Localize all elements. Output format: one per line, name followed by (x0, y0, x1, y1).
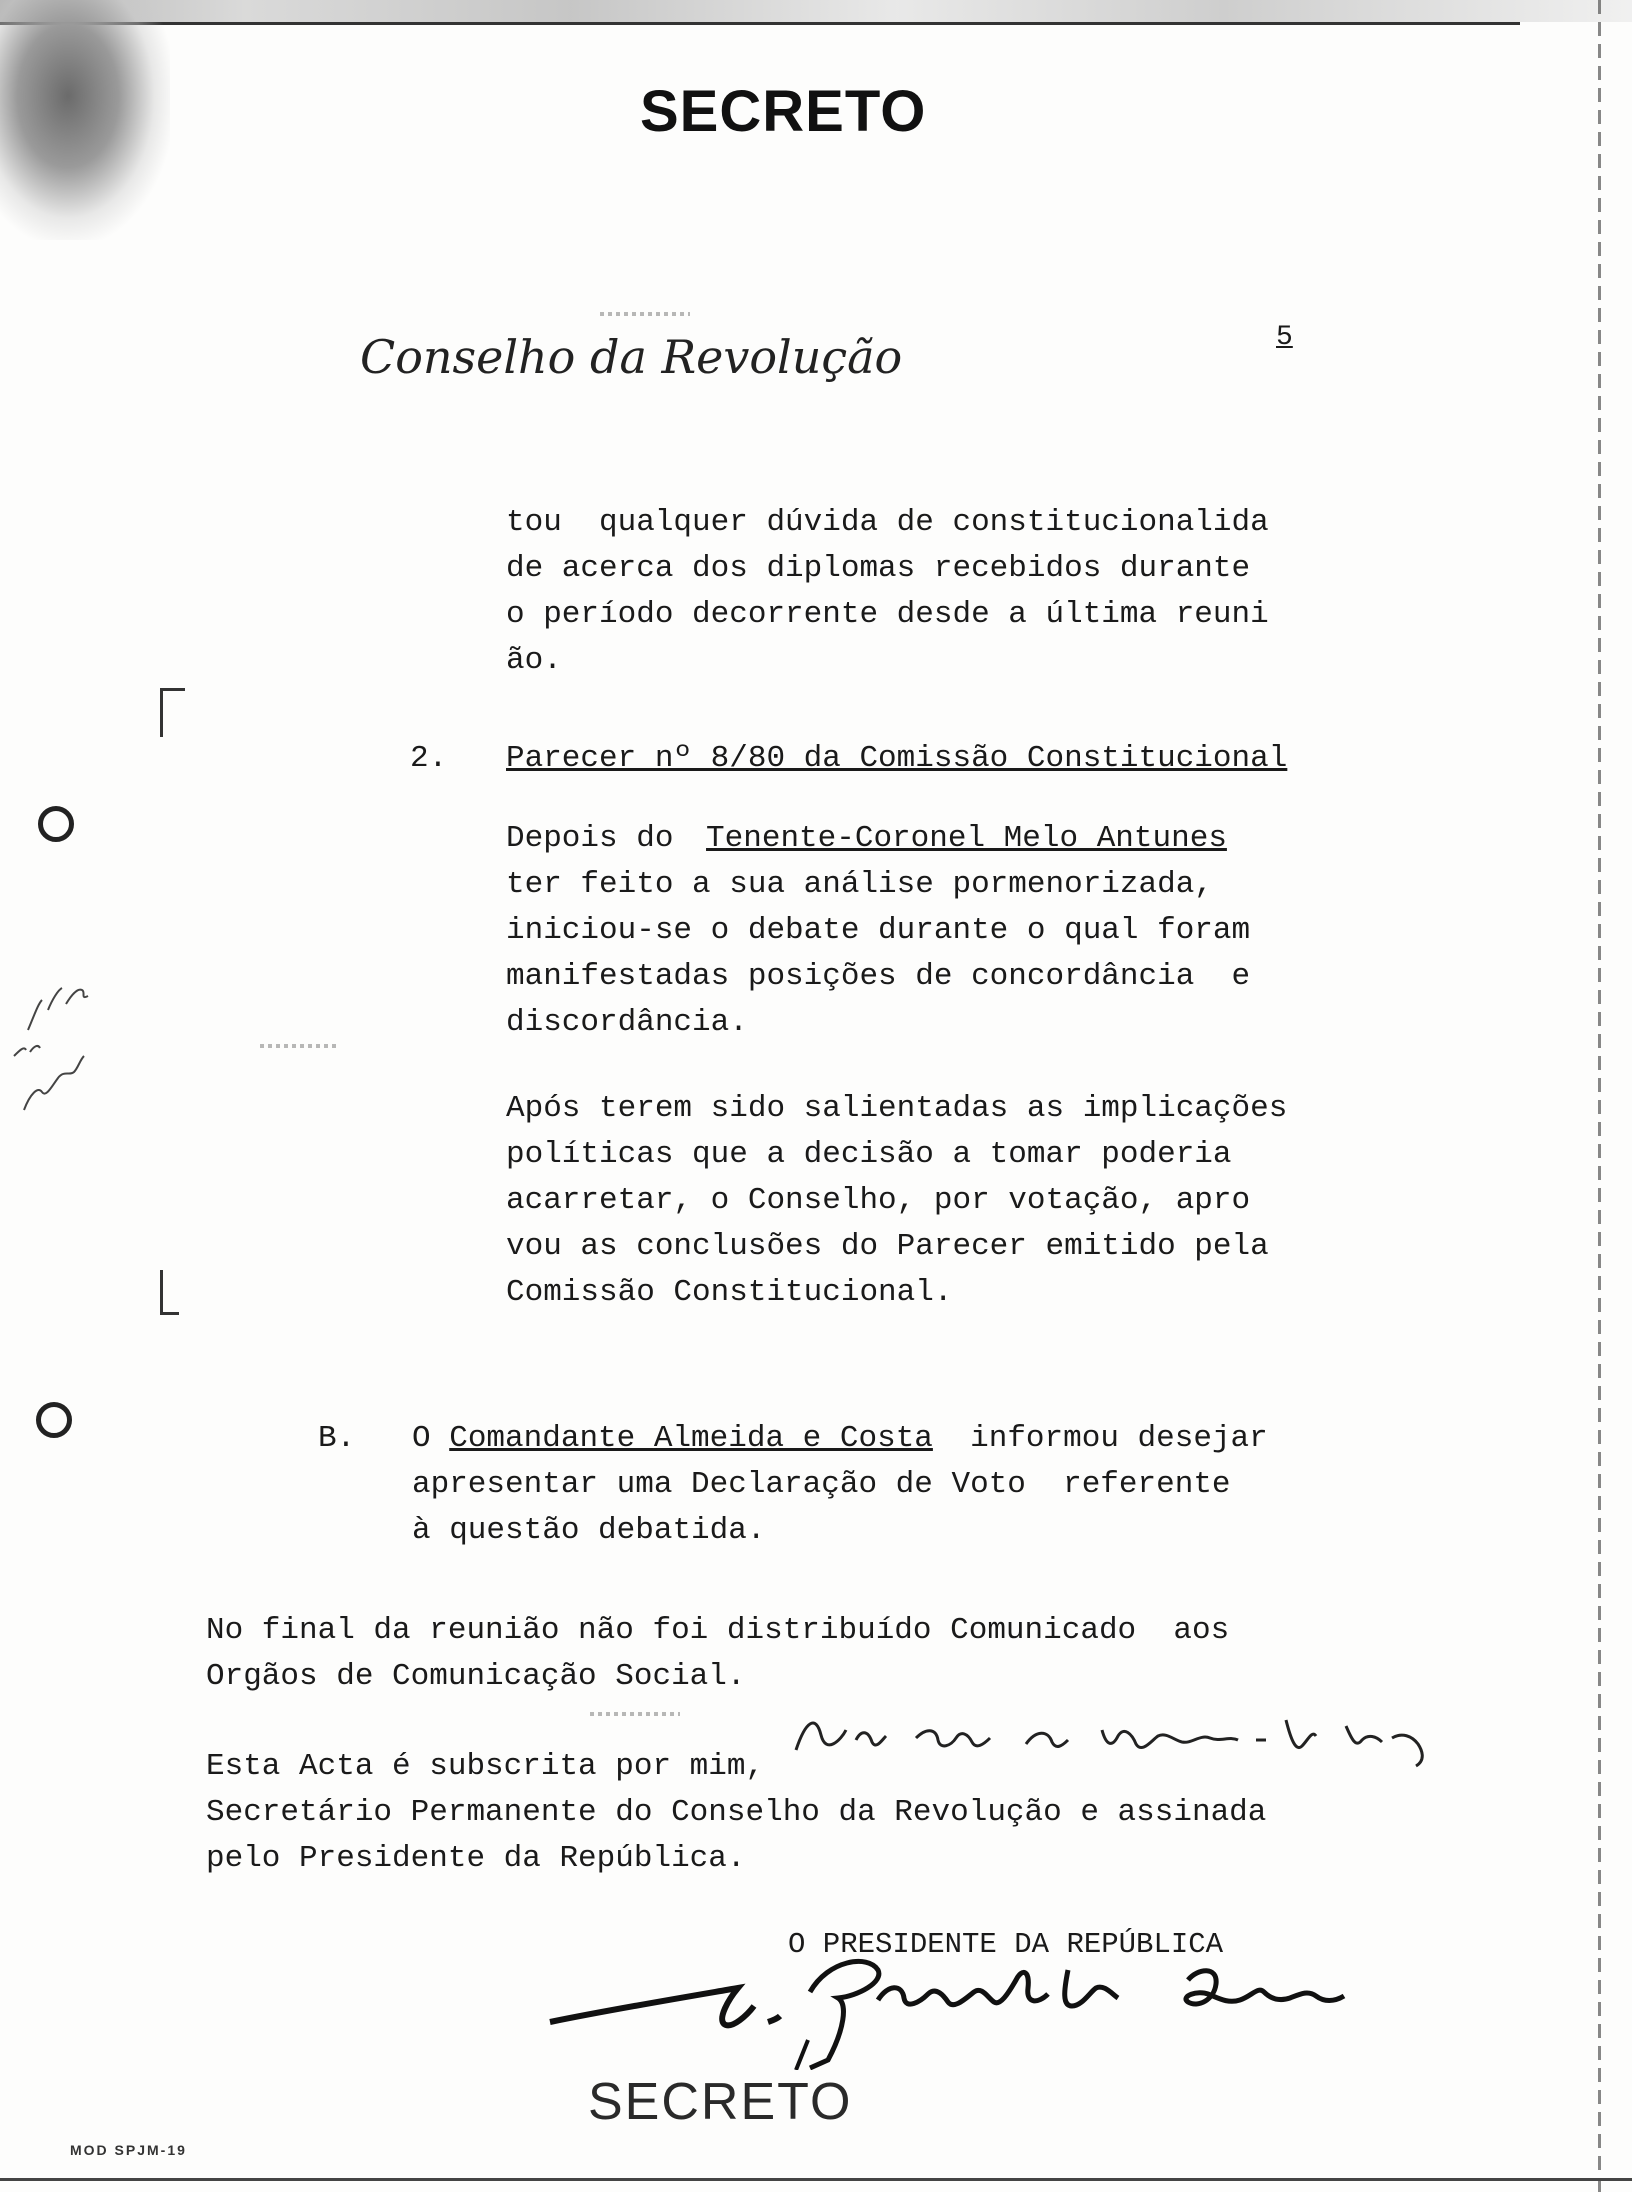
item2-para-b-line3: acarretar, o Conselho, por votação, apro (506, 1183, 1251, 1218)
item2-number: 2. (410, 741, 448, 776)
right-scan-edge (1598, 0, 1601, 2192)
itemB-line1-rest: informou desejar (932, 1421, 1268, 1456)
closing1-line1: No final da reunião não foi distribuído Comunicado aos (206, 1613, 1230, 1648)
closing1-line2: Orgãos de Comunicação Social. (206, 1659, 746, 1694)
scan-speck (590, 1712, 680, 1716)
item2-para-a-line5: discordância. (506, 1005, 748, 1040)
item2-para-b-line2: políticas que a decisão a tomar poderia (506, 1137, 1232, 1172)
margin-handwritten-note (8, 960, 128, 1140)
item2-para-b-line1: Após terem sido salientadas as implicações (506, 1091, 1288, 1126)
president-label: O PRESIDENTE DA REPÚBLICA (788, 1928, 1224, 1961)
item2-para-a-line2: ter feito a sua análise pormenorizada, (506, 867, 1213, 902)
top-rule (0, 22, 1520, 25)
para1-line4: ão. (506, 643, 562, 678)
secret-stamp-bottom: SECRETO (588, 2073, 853, 2131)
item2-para-b-line4: vou as conclusões do Parecer emitido pela (506, 1229, 1269, 1264)
item2-heading: Parecer nº 8/80 da Comissão Constitucional (506, 741, 1288, 776)
scan-speck (260, 1044, 340, 1048)
para-a-lead: Depois do (506, 821, 693, 856)
para1-line1: tou qualquer dúvida de constitucionalida (506, 505, 1269, 540)
closing2-line2: Secretário Permanente do Conselho da Revolução e assinada (206, 1795, 1267, 1830)
item2-para-a-line3: iniciou-se o debate durante o qual foram (506, 913, 1251, 948)
itemB-line2: apresentar uma Declaração de Voto referente (412, 1467, 1231, 1502)
itemB-line1 (412, 1416, 1268, 1462)
itemB-line3: à questão debatida. (412, 1513, 766, 1548)
margin-bracket-top (160, 688, 185, 737)
closing2-line3: pelo Presidente da República. (206, 1841, 746, 1876)
margin-bracket-bottom (160, 1270, 179, 1315)
scan-speck (600, 312, 690, 316)
punch-hole-lower (36, 1402, 72, 1438)
president-signature (548, 1940, 1428, 2070)
para1-line3: o período decorrente desde a última reuni (506, 597, 1269, 632)
form-code: MOD SPJM-19 (70, 2142, 187, 2158)
para1-line2: de acerca dos diplomas recebidos durante (506, 551, 1251, 586)
item2-para-a-line1 (506, 816, 1227, 862)
person-name-melo-antunes: Tenente-Coronel Melo Antunes (706, 821, 1227, 856)
secretary-signature (786, 1700, 1486, 1770)
secret-stamp-top: SECRETO (640, 79, 927, 144)
scan-corner-shadow (0, 0, 170, 240)
page-number: 5 (1276, 322, 1293, 353)
punch-hole-upper (38, 806, 74, 842)
closing2-line1: Esta Acta é subscrita por mim, (206, 1749, 765, 1784)
itemB-lead: O (412, 1421, 450, 1456)
item2-para-a-line4: manifestadas posições de concordância e (506, 959, 1251, 994)
bottom-rule (0, 2178, 1632, 2181)
scan-top-edge (0, 0, 1632, 22)
person-name-almeida-e-costa: Comandante Almeida e Costa (449, 1421, 933, 1456)
itemB-letter: B. (318, 1421, 356, 1456)
item2-para-b-line5: Comissão Constitucional. (506, 1275, 953, 1310)
letterhead: Conselho da Revolução (360, 330, 903, 384)
